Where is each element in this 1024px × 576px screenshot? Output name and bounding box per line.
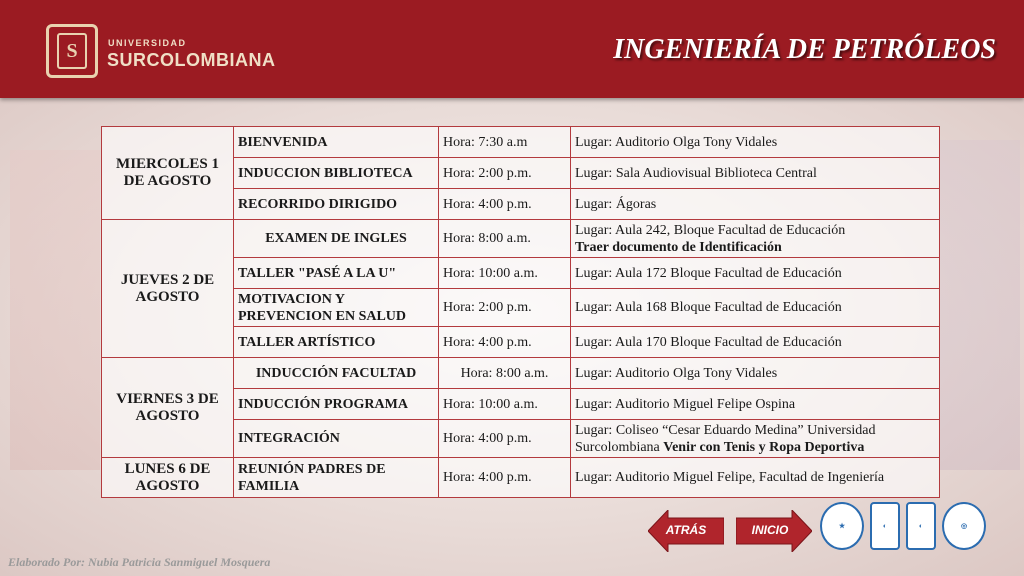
activity-cell: MOTIVACION Y PREVENCION EN SALUD — [234, 289, 439, 327]
back-button-label: ATRÁS — [665, 523, 707, 537]
iso-seal-icon: ◐ — [906, 502, 936, 550]
time-cell: Hora: 7:30 a.m — [439, 127, 571, 158]
schedule-table — [101, 126, 940, 498]
activity-cell: EXAMEN DE INGLES — [234, 220, 439, 258]
place-note: Traer documento de Identificación — [575, 239, 782, 255]
header-bar — [0, 0, 1024, 98]
accreditation-seal-icon: ★ — [820, 502, 864, 550]
place-cell: Lugar: Auditorio Olga Tony Vidales — [571, 127, 940, 158]
logo-shield-icon: S — [57, 33, 87, 69]
place-cell: Lugar: Aula 168 Bloque Facultad de Educación — [571, 289, 940, 327]
place-text: Lugar: Coliseo “Cesar Eduardo Medina” Universidad Surcolombiana — [575, 422, 876, 455]
time-cell: Hora: 8:00 a.m. — [439, 220, 571, 258]
place-cell: Lugar: Auditorio Olga Tony Vidales — [571, 358, 940, 389]
time-cell: Hora: 2:00 p.m. — [439, 289, 571, 327]
activity-cell: INDUCCION BIBLIOTECA — [234, 158, 439, 189]
place-cell: Lugar: Ágoras — [571, 189, 940, 220]
place-cell — [571, 420, 940, 458]
place-cell — [571, 220, 940, 258]
place-note: Venir con Tenis y Ropa Deportiva — [663, 439, 865, 455]
time-cell: Hora: 4:00 p.m. — [439, 458, 571, 498]
place-text: Lugar: Aula 242, Bloque Facultad de Educación — [575, 222, 846, 238]
activity-cell: TALLER "PASÉ A LA U" — [234, 258, 439, 289]
activity-cell: TALLER ARTÍSTICO — [234, 327, 439, 358]
university-logo — [46, 24, 98, 78]
time-cell: Hora: 4:00 p.m. — [439, 327, 571, 358]
time-cell: Hora: 4:00 p.m. — [439, 420, 571, 458]
place-cell: Lugar: Aula 172 Bloque Facultad de Educación — [571, 258, 940, 289]
home-button[interactable] — [736, 510, 812, 552]
logo-text-small: UNIVERSIDAD — [108, 38, 187, 48]
background-image-right — [940, 140, 1020, 470]
time-cell: Hora: 10:00 a.m. — [439, 258, 571, 289]
table-row — [102, 358, 940, 389]
activity-cell: BIENVENIDA — [234, 127, 439, 158]
time-cell: Hora: 8:00 a.m. — [439, 358, 571, 389]
activity-cell: INTEGRACIÓN — [234, 420, 439, 458]
time-cell: Hora: 2:00 p.m. — [439, 158, 571, 189]
day-cell: JUEVES 2 DE AGOSTO — [102, 220, 234, 358]
table-row — [102, 127, 940, 158]
time-cell: Hora: 10:00 a.m. — [439, 389, 571, 420]
activity-cell: REUNIÓN PADRES DE FAMILIA — [234, 458, 439, 498]
activity-cell: INDUCCIÓN FACULTAD — [234, 358, 439, 389]
place-cell: Lugar: Sala Audiovisual Biblioteca Central — [571, 158, 940, 189]
place-cell: Lugar: Aula 170 Bloque Facultad de Educación — [571, 327, 940, 358]
time-cell: Hora: 4:00 p.m. — [439, 189, 571, 220]
day-cell: LUNES 6 DE AGOSTO — [102, 458, 234, 498]
day-cell: MIERCOLES 1 DE AGOSTO — [102, 127, 234, 220]
page-title: INGENIERÍA DE PETRÓLEOS — [613, 34, 996, 65]
day-cell: VIERNES 3 DE AGOSTO — [102, 358, 234, 458]
iqnet-seal-icon: ◎ — [942, 502, 986, 550]
table-row — [102, 458, 940, 498]
activity-cell: INDUCCIÓN PROGRAMA — [234, 389, 439, 420]
footer-credit: Elaborado Por: Nubia Patricia Sanmiguel Mosquera — [8, 555, 271, 569]
logo-text-big: SURCOLOMBIANA — [107, 50, 276, 70]
certification-seals — [820, 502, 986, 554]
home-button-label: INICIO — [751, 523, 789, 537]
activity-cell: RECORRIDO DIRIGIDO — [234, 189, 439, 220]
background-image-left — [10, 150, 100, 470]
place-cell: Lugar: Auditorio Miguel Felipe Ospina — [571, 389, 940, 420]
table-row — [102, 220, 940, 258]
place-cell: Lugar: Auditorio Miguel Felipe, Facultad de Ingeniería — [571, 458, 940, 498]
back-button[interactable] — [648, 510, 724, 552]
ntcgp-seal-icon: ◐ — [870, 502, 900, 550]
